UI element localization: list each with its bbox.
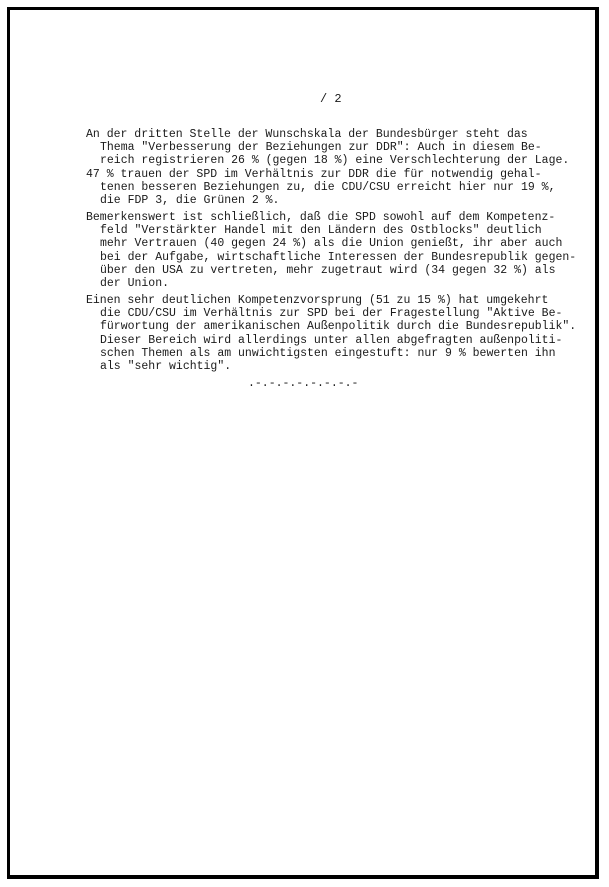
text-line: der Union. (100, 277, 170, 291)
text-line: mehr Vertrauen (40 gegen 24 %) als die Union genießt, ihr aber auch (100, 237, 563, 251)
text-line: reich registrieren 26 % (gegen 18 %) eine Verschlechterung der Lage. (100, 154, 570, 168)
text-line: 47 % trauen der SPD im Verhältnis zur DDR die für notwendig gehal- (86, 167, 542, 181)
document-page (7, 7, 599, 879)
text-line: die CDU/CSU im Verhältnis zur SPD bei der Fragestellung "Aktive Be- (100, 307, 563, 321)
text-line: Thema "Verbesserung der Beziehungen zur DDR": Auch in diesem Be- (100, 141, 542, 155)
text-line: als "sehr wichtig". (100, 360, 232, 374)
text-line: schen Themen als am unwichtigsten eingestuft: nur 9 % bewerten ihn (100, 346, 556, 360)
paragraph-us-foreign-policy (86, 294, 576, 373)
text-line: die FDP 3, die Grünen 2 %. (100, 194, 280, 208)
paragraph-ddr-relations (86, 128, 576, 207)
text-line: über den USA zu vertreten, mehr zugetraut wird (34 gegen 32 %) als (100, 263, 556, 277)
text-line: Dieser Bereich wird allerdings unter allen abgefragten außenpoliti- (100, 333, 563, 347)
text-line: tenen besseren Beziehungen zu, die CDU/CSU erreicht hier nur 19 %, (100, 180, 556, 194)
text-line: bei der Aufgabe, wirtschaftliche Interessen der Bundesrepublik gegen- (100, 250, 577, 264)
text-line: fürwortung der amerikanischen Außenpolitik durch die Bundesrepublik". (100, 320, 577, 334)
paragraph-east-bloc-trade (86, 211, 576, 290)
text-line: Einen sehr deutlichen Kompetenzvorsprung (51 zu 15 %) hat umgekehrt (86, 294, 549, 307)
text-line: An der dritten Stelle der Wunschskala der Bundesbürger steht das (86, 128, 528, 141)
section-separator: .-.-.-.-.-.-.-.- (248, 377, 359, 390)
page-number: / 2 (320, 92, 342, 106)
text-line: Bemerkenswert ist schließlich, daß die SPD sowohl auf dem Kompetenz- (86, 211, 556, 224)
text-line: feld "Verstärkter Handel mit den Ländern des Ostblocks" deutlich (100, 224, 542, 238)
